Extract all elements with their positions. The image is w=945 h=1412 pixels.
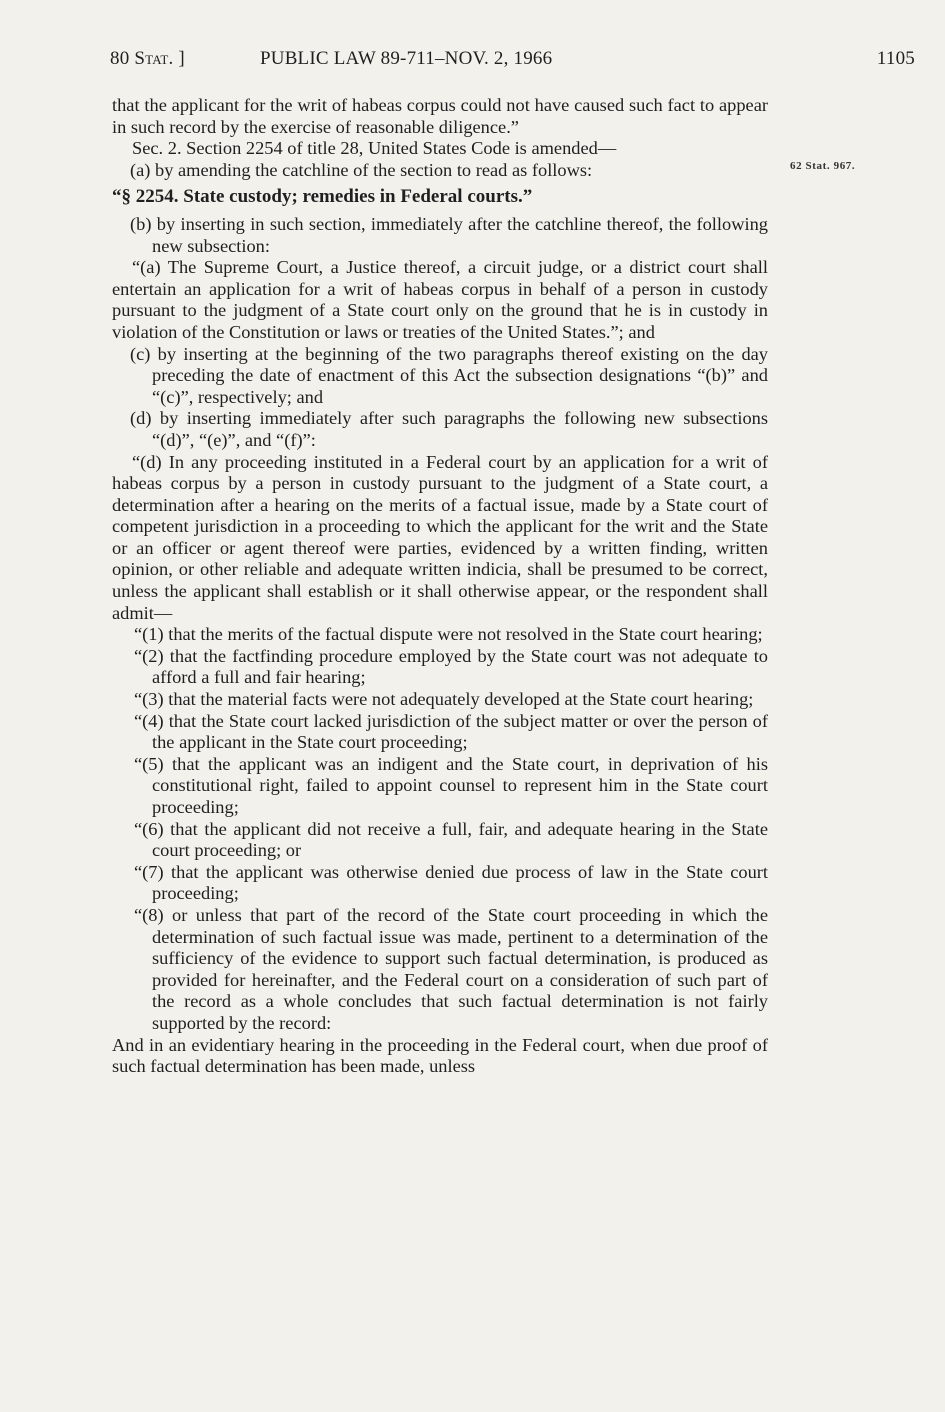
item-3: “(3) that the material facts were not adequately developed at the State court hearing;: [134, 689, 754, 710]
subsection-d: “(d) In any proceeding instituted in a Federal court by an application for a writ of habeas corpus by a person in custody pursuant to the judgment of a State court, a determination after a hearing on the merits of a factual issue, made by a State court of competent jurisdiction in a proceeding to which the applicant for the writ and the State or an officer or agent thereof were parties, evidenced by a written finding, written opinion, or other reliable and adequate written indicia, shall be presumed to be correct, unless the applicant shall establish or it shall otherwise appear, or the respondent shall admit—: [112, 451, 768, 623]
paragraph-continuation: that the applicant for the writ of habeas corpus could not have caused such fact to appear in such record by the exercise of reasonable diligence.”: [112, 95, 768, 137]
clause-a: (a) by amending the catchline of the section to read as follows:: [130, 159, 593, 180]
subsection-a: “(a) The Supreme Court, a Justice thereof, a circuit judge, or a district court shall entertain an application for a writ of habeas corpus in behalf of a person in custody pursuant to the judgment of a State court only on the ground that he is in custody in violation of the Constitution or laws or treaties of the United States.”; and: [112, 257, 768, 342]
margin-citation: 62 Stat. 967.: [790, 160, 856, 172]
section-heading: “§ 2254. State custody; remedies in Federal courts.”: [112, 186, 533, 208]
item-8: “(8) or unless that part of the record of the State court proceeding in which the determination of such factual issue was made, pertinent to a determination of the sufficiency of the evidence to support such factual determination, is produced as provided for hereinafter, and the Federal court on a consideration of such part of the record as a whole concludes that such factual determination is not fairly supported by the record:: [134, 904, 768, 1033]
header-page-number: 1105: [876, 48, 915, 69]
clause-b: (b) by inserting in such section, immediately after the catchline thereof, the following new subsection:: [130, 213, 768, 256]
header-title: PUBLIC LAW 89-711–NOV. 2, 1966: [260, 48, 553, 69]
clause-c: (c) by inserting at the beginning of the two paragraphs thereof existing on the day preceding the date of enactment of this Act the subsection designations “(b)” and “(c)”, respectively; and: [130, 343, 768, 407]
item-7: “(7) that the applicant was otherwise denied due process of law in the State court proceeding;: [134, 861, 768, 904]
clause-d: (d) by inserting immediately after such paragraphs the following new subsections “(d)”, “(e)”, and “(f)”:: [130, 408, 768, 450]
closing-paragraph: And in an evidentiary hearing in the proceeding in the Federal court, when due proof of such factual determination has been made, unless: [112, 1034, 768, 1077]
item-2: “(2) that the factfinding procedure employed by the State court was not adequate to afford a full and fair hearing;: [134, 645, 768, 688]
item-4: “(4) that the State court lacked jurisdiction of the subject matter or over the person of the applicant in the State court proceeding;: [134, 710, 768, 753]
item-1: “(1) that the merits of the factual dispute were not resolved in the State court hearing;: [134, 624, 763, 645]
page-header: [110, 48, 915, 78]
item-6: “(6) that the applicant did not receive a full, fair, and adequate hearing in the State court proceeding; or: [134, 818, 768, 861]
section-2-intro: Sec. 2. Section 2254 of title 28, United States Code is amended—: [132, 138, 617, 159]
body-text: [112, 95, 768, 1078]
item-5: “(5) that the applicant was an indigent and the State court, in deprivation of his constitutional right, failed to appoint counsel to represent him in the State court proceeding;: [134, 753, 768, 817]
header-volume: 80 Stat. ]: [110, 48, 185, 69]
